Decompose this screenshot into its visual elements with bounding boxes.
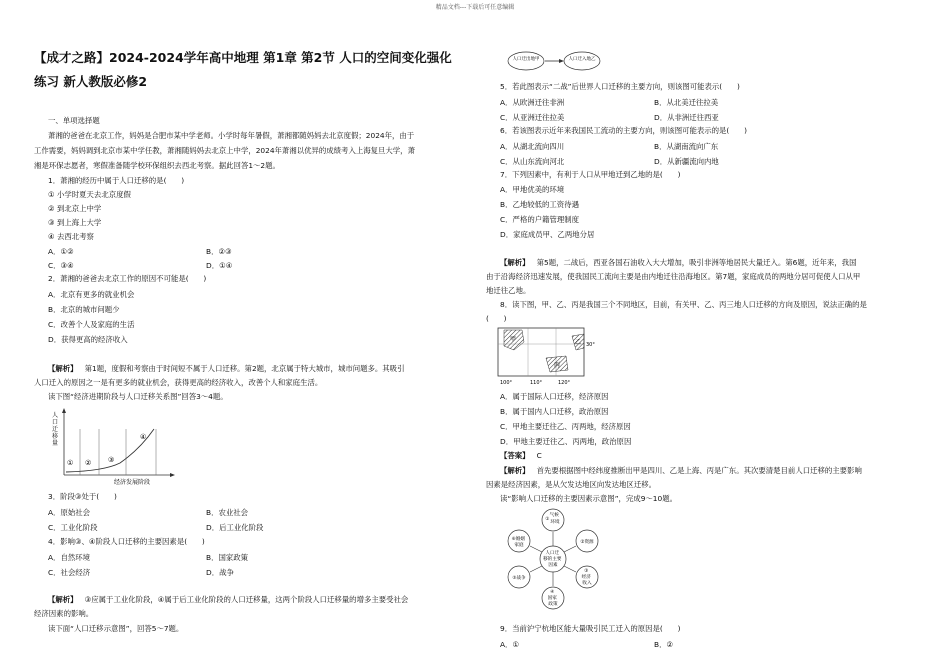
q1-item: ② 到北京上中学 [48, 204, 102, 213]
q5-option-a: A．从欧洲迁往非洲 [500, 98, 565, 107]
answer-value: C [536, 451, 542, 460]
analysis-text: 首先要根据图中经纬度推断出甲是四川、乙是上海、丙是广东。其次要清楚目前人口迁移的主要影响 [536, 466, 862, 475]
q1-option-c: C．③④ [48, 261, 74, 270]
intro-line: 湘是环保志愿者，寒假准备随学校环保组织去西北考察。据此回答1～2题。 [34, 161, 280, 170]
analysis-text: ③应属于工业化阶段，④属于后工业化阶段的人口迁移量，这两个阶段人口迁移量的增多主要受社会 [84, 595, 409, 604]
analysis-2-line2: 经济因素的影响。 [34, 609, 94, 618]
stage-label: ① [67, 459, 74, 467]
origin-label: 人口迁出地甲 [512, 57, 540, 62]
q1-item: ① 小学时夏天去北京度假 [48, 190, 131, 199]
latitude-label: 30° [586, 342, 595, 348]
factor-node-1: ① 气候 环境 [545, 513, 560, 525]
question-4: 4．影响③、④阶段人口迁移的主要因素是( ) [48, 537, 205, 546]
factor-node-4: ④ 国家 政策 [547, 590, 558, 607]
longitude-label: 110° [530, 380, 543, 386]
x-axis-label: 经济发展阶段 [114, 479, 151, 486]
question-3: 3．阶段③处于( ) [48, 492, 117, 501]
q1-option-a: A．①② [48, 247, 74, 256]
migration-direction-figure [506, 48, 606, 78]
q7-option-b: B．乙地较低的工资待遇 [500, 200, 579, 209]
q3-option-b: B．农业社会 [206, 508, 249, 517]
q8-option-d: D．甲地主要迁往乙、丙两地，政治原因 [500, 437, 632, 446]
analysis-label: 【解析】 [48, 364, 78, 373]
question-6: 6．若该图表示近年来我国民工流动的主要方向，则该图可能表示的是( ) [500, 126, 747, 135]
analysis-label: 【解析】 [500, 258, 530, 267]
stage-label: ④ [140, 433, 147, 441]
migration-factors-figure [498, 504, 608, 614]
analysis-3-line2: 由于沿海经济迅速发展，使我国民工流向主要是由内地迁往沿海地区。第7题，家庭成员的两地分居可促使人口从甲 [486, 272, 861, 281]
longitude-label: 100° [500, 380, 513, 386]
q6-option-d: D．从新疆流向内地 [654, 157, 719, 166]
analysis-label: 【解析】 [500, 466, 530, 475]
destination-label: 人口迁入地乙 [568, 57, 596, 62]
q9-option-a: A．① [500, 640, 520, 649]
migration-stage-figure [44, 405, 194, 487]
question-8: 8．读下图，甲、乙、丙是我国三个不同地区，目前，有关甲、乙、丙三地人口迁移的方向及原因，说法正确的是 [500, 300, 867, 309]
q2-option-a: A．北京有更多的就业机会 [48, 290, 135, 299]
region-label: 乙 [575, 339, 582, 346]
q5-option-b: B．从北美迁往拉美 [654, 98, 719, 107]
factor-node-2: ②资源 [580, 540, 594, 545]
q1-item: ④ 去西北考察 [48, 232, 94, 241]
question-8-line2: ( ) [486, 314, 507, 323]
figure-instruction: 读“影响人口迁移的主要因素示意图”，完成9～10题。 [500, 494, 677, 503]
question-7: 7．下列因素中，有利于人口从甲地迁到乙地的是( ) [500, 170, 681, 179]
q2-option-b: B．北京的城市问题少 [48, 305, 120, 314]
q3-option-c: C．工业化阶段 [48, 523, 98, 532]
intro-line: 萧湘的爸爸在北京工作，妈妈是合肥市某中学老师。小学时每年暑假，萧湘都随妈妈去北京度假；2024年，由于 [48, 131, 415, 140]
q7-option-a: A．甲地优美的环境 [500, 185, 565, 194]
china-regions-map [492, 324, 612, 388]
figure-instruction: 读下面“人口迁移示意图”，回答5～7题。 [48, 624, 184, 633]
longitude-label: 120° [558, 380, 571, 386]
question-9: 9．当前沪宁杭地区能大量吸引民工迁入的原因是( ) [500, 624, 681, 633]
q1-option-d: D．①④ [206, 261, 233, 270]
stage-label: ③ [108, 456, 115, 464]
analysis-label: 【解析】 [48, 595, 78, 604]
q6-option-b: B．从湖南流向广东 [654, 142, 719, 151]
center-factor: 人口迁 移的主要 因素 [543, 551, 562, 568]
question-1: 1．萧湘的经历中属于人口迁移的是( ) [48, 176, 185, 185]
q8-option-b: B．属于国内人口迁移，政治原因 [500, 407, 609, 416]
analysis-text: 第1题，度假和考察由于时间短不属于人口迁移。第2题，北京属于特大城市，城市问题多。其吸引 [84, 364, 405, 373]
factor-node-3: ③ 经济 收入 [581, 569, 592, 586]
q8-option-c: C．甲地主要迁往乙、丙两地，经济原因 [500, 422, 631, 431]
section-heading: 一、单项选择题 [48, 116, 100, 125]
question-5: 5．若此图表示“二战”后世界人口迁移的主要方向，则该图可能表示( ) [500, 82, 740, 91]
region-label: 丙 [554, 362, 561, 369]
analysis-4-line2: 因素是经济因素，是从欠发达地区向发达地区迁移。 [486, 480, 656, 489]
q4-option-b: B．国家政策 [206, 553, 249, 562]
q2-option-d: D．获得更高的经济收入 [48, 335, 128, 344]
question-2: 2．萧湘的爸爸去北京工作的原因不可能是( ) [48, 274, 207, 283]
q4-option-a: A．自然环境 [48, 553, 91, 562]
q3-option-a: A．原始社会 [48, 508, 91, 517]
analysis-3 [500, 258, 856, 268]
analysis-4 [500, 466, 862, 476]
q1-item: ③ 到上海上大学 [48, 218, 102, 227]
q6-option-a: A．从湖北流向四川 [500, 142, 565, 151]
q4-option-d: D．战争 [206, 568, 234, 577]
analysis-2 [48, 595, 408, 605]
q9-option-b: B．② [654, 640, 674, 649]
q7-option-d: D．家庭成员甲、乙两地分居 [500, 230, 595, 239]
q3-option-d: D．后工业化阶段 [206, 523, 264, 532]
doc-title-line1: 【成才之路】2024-2024学年高中地理 第1章 第2节 人口的空间变化强化 [34, 50, 452, 65]
analysis-1 [48, 364, 404, 374]
y-axis-label: 人口迁移量 [52, 412, 59, 447]
q8-option-a: A．属于国际人口迁移，经济原因 [500, 392, 609, 401]
analysis-text: 第5题，二战后，西亚各国石油收入大大增加，吸引非洲等地居民大量迁入。第6题，近年来，我国 [536, 258, 857, 267]
factor-node-6: ⑥婚姻 家庭 [511, 537, 525, 548]
q5-option-c: C．从亚洲迁往拉美 [500, 113, 565, 122]
stage-label: ② [85, 459, 92, 467]
intro-line: 工作需要，妈妈调到北京市某中学任教，萧湘随妈妈去北京上中学，2024年萧湘以优异的成绩考入上海复旦大学，萧 [34, 146, 415, 155]
answer-line [500, 451, 542, 461]
analysis-3-line3: 地迁往乙地。 [486, 286, 531, 295]
region-label: 甲 [510, 336, 517, 343]
page-header: 精品文档---下载后可任意编辑 [435, 4, 515, 11]
q7-option-c: C．严格的户籍管理制度 [500, 215, 580, 224]
q1-option-b: B．②③ [206, 247, 232, 256]
answer-label: 【答案】 [500, 451, 530, 460]
q2-option-c: C．改善个人及家庭的生活 [48, 320, 135, 329]
doc-title-line2: 练习 新人教版必修2 [34, 74, 148, 89]
q4-option-c: C．社会经济 [48, 568, 91, 577]
analysis-1-line2: 人口迁入的原因之一是有更多的就业机会，获得更高的经济收入，改善个人和家庭生活。 [34, 378, 323, 387]
factor-node-5: ⑤战争 [512, 576, 526, 581]
figure-instruction: 读下图“经济进期阶段与人口迁移关系图”回答3～4题。 [48, 392, 228, 401]
q5-option-d: D．从非洲迁往西亚 [654, 113, 719, 122]
q6-option-c: C．从山东流向河北 [500, 157, 565, 166]
